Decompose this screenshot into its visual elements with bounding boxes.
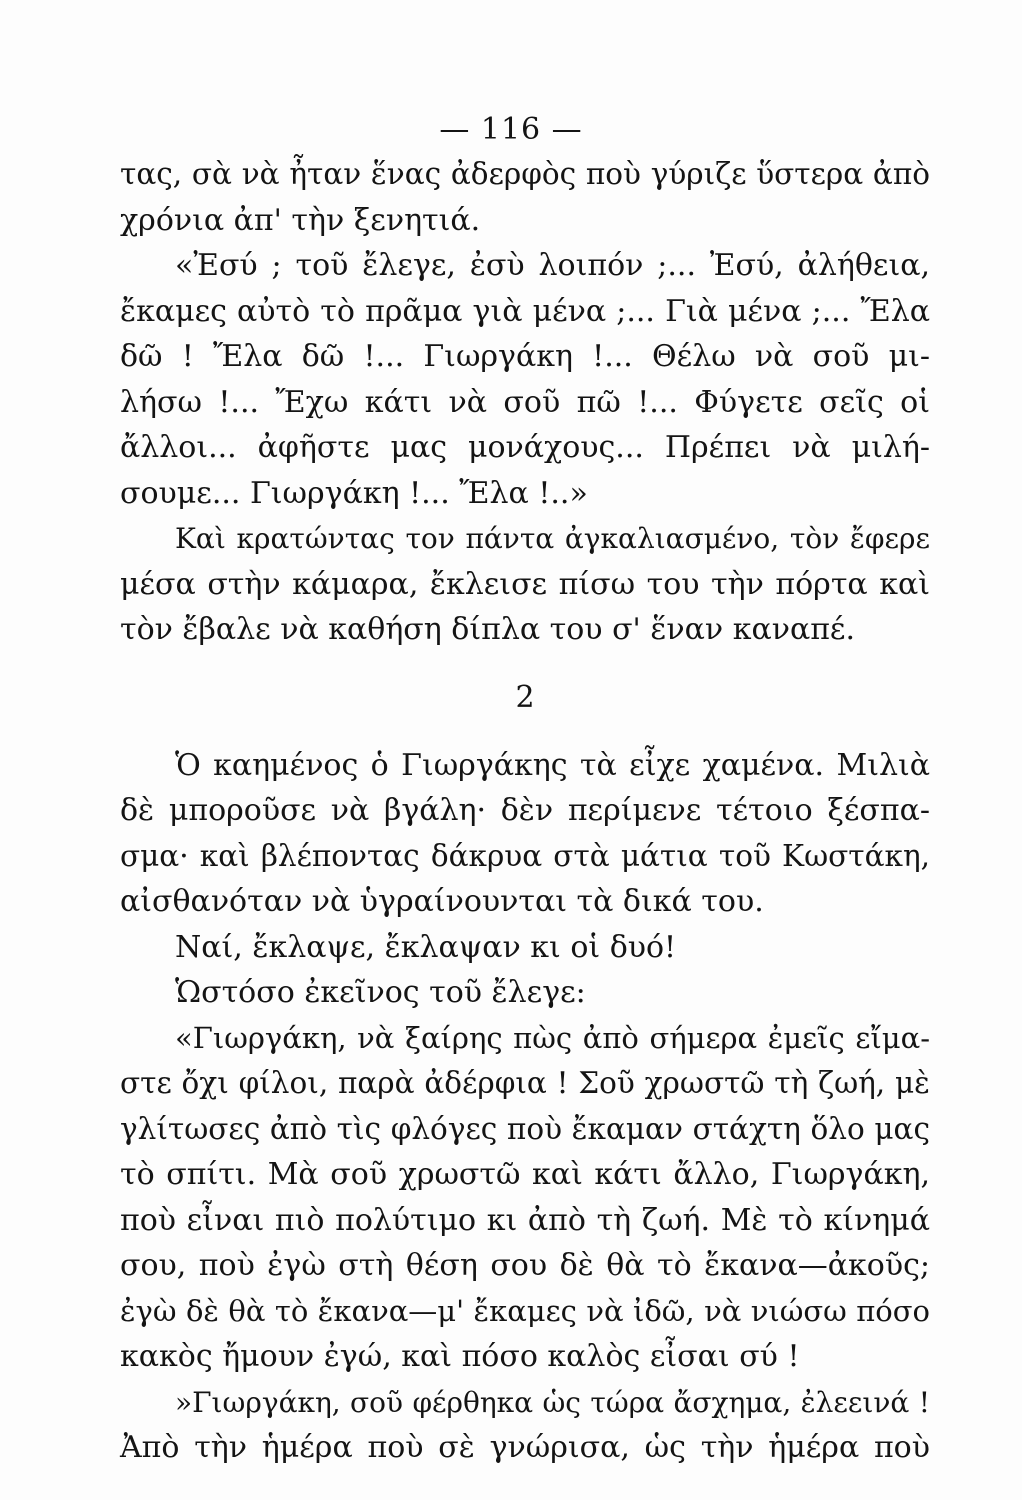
- text-line: ποὺ εἶναι πιὸ πολύτιμο κι ἀπὸ τὴ ζωή. Μὲ τὸ κίνημά: [120, 1202, 930, 1238]
- text-line: Καὶ κρατώντας τον πάντα ἀγκαλιασμένο, τὸν ἔφερε: [175, 522, 930, 555]
- text-line: δῶ ! Ἔλα δῶ !... Γιωργάκη !... Θέλω νὰ σοῦ μι-: [120, 339, 930, 374]
- text-line: μέσα στὴν κάμαρα, ἔκλεισε πίσω του τὴν πόρτα καὶ: [120, 566, 930, 602]
- text-line: τὸν ἔβαλε νὰ καθήση δίπλα του σ' ἕναν καναπέ.: [120, 612, 855, 647]
- text-line: ἐγὼ δὲ θὰ τὸ ἔκανα—μ' ἔκαμες νὰ ἰδῶ, νὰ νιώσω πόσο: [120, 1293, 930, 1328]
- text-line: γλίτωσες ἀπὸ τὶς φλόγες ποὺ ἔκαμαν στάχτη ὅλο μας: [120, 1111, 930, 1146]
- text-line: «Γιωργάκη, νὰ ξαίρης πὼς ἀπὸ σήμερα ἐμεῖς εἴμα-: [175, 1020, 930, 1055]
- text-line: αἰσθανόταν νὰ ὑγραίνουνται τὰ δικά του.: [120, 884, 764, 919]
- text-line: τας, σὰ νὰ ἦταν ἕνας ἀδερφὸς ποὺ γύριζε ὕστερα ἀπὸ: [120, 157, 930, 191]
- text-line: «Ἐσύ ; τοῦ ἔλεγε, ἐσὺ λοιπόν ;... Ἐσύ, ἀλήθεια,: [175, 248, 930, 283]
- body-text: [120, 152, 930, 1471]
- section-number: 2: [515, 679, 535, 715]
- text-line: δὲ μποροῦσε νὰ βγάλη· δὲν περίμενε τέτοιο ξέσπα-: [120, 793, 930, 828]
- page-number: — 116 —: [439, 112, 583, 147]
- text-line: σου, ποὺ ἐγὼ στὴ θέση σου δὲ θὰ τὸ ἔκανα—ἀκοῦς;: [120, 1248, 930, 1283]
- text-line: στε ὄχι φίλοι, παρὰ ἀδέρφια ! Σοῦ χρωστῶ τὴ ζωή, μὲ: [120, 1066, 930, 1100]
- text-line: Ὁ καημένος ὁ Γιωργάκης τὰ εἶχε χαμένα. Μιλιὰ: [175, 747, 930, 783]
- text-line: Ἀπὸ τὴν ἡμέρα ποὺ σὲ γνώρισα, ὡς τὴν ἡμέρα ποὺ: [120, 1430, 930, 1465]
- text-line: ἄλλοι... ἀφῆστε μας μονάχους... Πρέπει νὰ μιλή-: [120, 430, 930, 465]
- text-line: »Γιωργάκη, σοῦ φέρθηκα ὡς τώρα ἄσχημα, ἐλεεινά !: [175, 1385, 930, 1419]
- text-line: Ναί, ἔκλαψε, ἔκλαψαν κι οἱ δυό!: [175, 929, 677, 965]
- text-line: Ὡστόσο ἐκεῖνος τοῦ ἔλεγε:: [175, 975, 586, 1010]
- text-line: τὸ σπίτι. Μὰ σοῦ χρωστῶ καὶ κάτι ἄλλο, Γιωργάκη,: [120, 1157, 930, 1192]
- text-line: λήσω !... Ἔχω κάτι νὰ σοῦ πῶ !... Φύγετε σεῖς οἱ: [120, 384, 930, 420]
- text-line: σουμε... Γιωργάκη !... Ἔλα !..»: [120, 475, 588, 511]
- text-line: ἔκαμες αὐτὸ τὸ πρᾶμα γιὰ μένα ;... Γιὰ μένα ;... Ἔλα: [120, 293, 930, 329]
- text-line: χρόνια ἀπ' τὴν ξενητιά.: [120, 202, 481, 238]
- text-line: σμα· καὶ βλέποντας δάκρυα στὰ μάτια τοῦ Κωστάκη,: [120, 838, 930, 873]
- text-line: κακὸς ἤμουν ἐγώ, καὶ πόσο καλὸς εἶσαι σύ !: [120, 1339, 800, 1374]
